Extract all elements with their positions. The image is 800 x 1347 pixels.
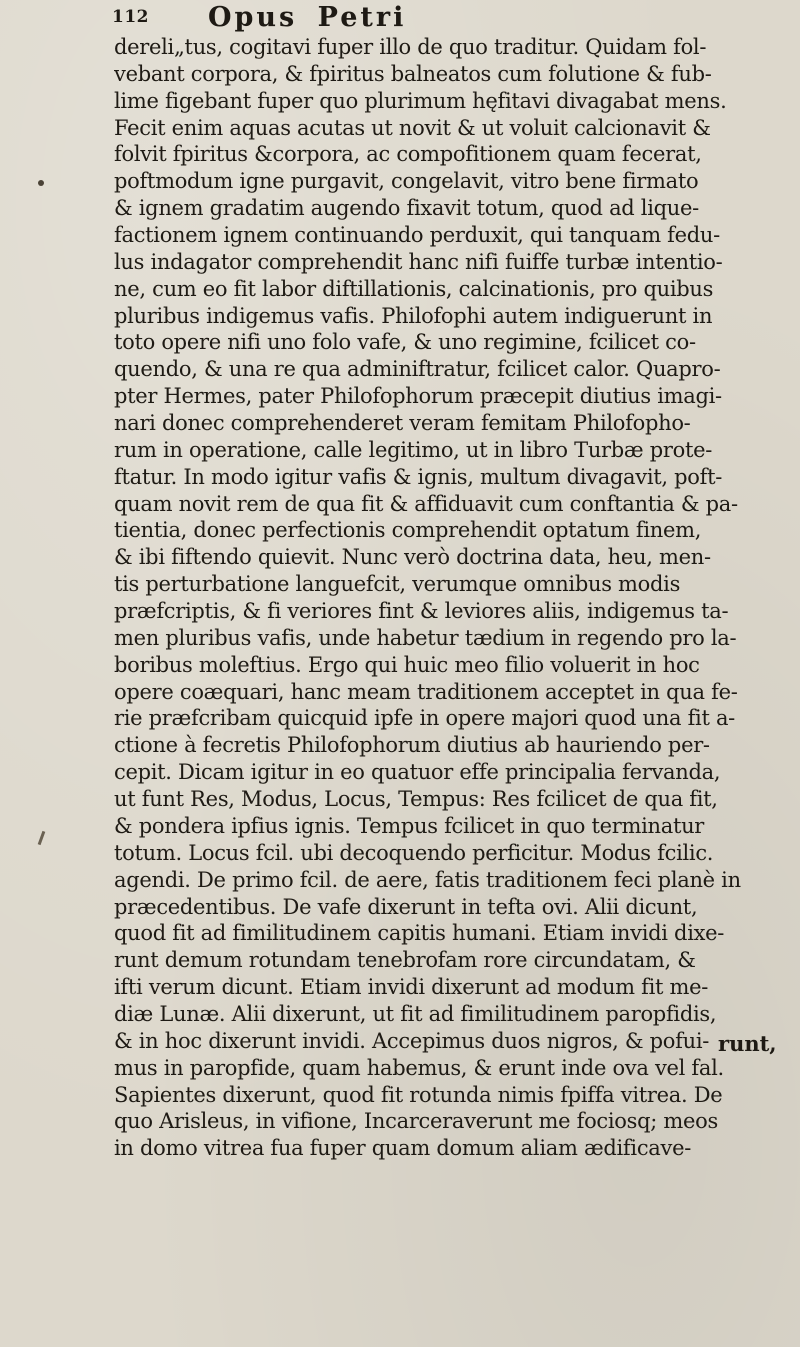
text-line: ifti verum dicunt. Etiam invidi dixerunt ad modum fit me- xyxy=(114,975,709,1000)
text-line: cepit. Dicam igitur in eo quatuor effe principalia fervanda, xyxy=(114,760,721,785)
running-head xyxy=(112,4,788,38)
text-line: folvit fpiritus &corpora, ac compofitionem quam fecerat, xyxy=(114,142,702,167)
text-line: vebant corpora, & fpiritus balneatos cum folutione & fub- xyxy=(114,61,712,86)
text-line: Fecit enim aquas acutas ut novit & ut voluit calcionavit & xyxy=(114,115,711,140)
text-line: quo Arisleus, in vifione, Incarceraverunt me fociosq; meos xyxy=(114,1109,718,1134)
text-line: rie præfcribam quicquid ipfe in opere majori quod una fit a- xyxy=(114,706,735,731)
text-line: pluribus indigemus vafis. Philofophi autem indiguerunt in xyxy=(114,303,713,328)
text-line: agendi. De primo fcil. de aere, fatis traditionem feci planè in xyxy=(114,867,741,892)
text-line: runt demum rotundam tenebrofam rore circundatam, & xyxy=(114,948,696,973)
page-number: 112 xyxy=(112,7,149,27)
text-line: boribus moleftius. Ergo qui huic meo filio voluerit in hoc xyxy=(114,652,700,677)
margin-ink-mark xyxy=(38,831,46,845)
text-line: tientia, donec perfectionis comprehendit optatum finem, xyxy=(114,518,702,543)
text-line: ne, cum eo fit labor diftillationis, calcinationis, pro quibus xyxy=(114,276,714,301)
text-line: præfcriptis, & fi veriores fint & leviores aliis, indigemus ta- xyxy=(114,599,729,624)
text-line: toto opere nifi uno folo vafe, & uno regimine, fcilicet co- xyxy=(114,330,696,355)
text-line: dereli„tus, cogitavi fuper illo de quo traditur. Quidam fol- xyxy=(114,35,707,59)
text-line: & ignem gradatim augendo fixavit totum, quod ad lique- xyxy=(114,196,699,221)
text-line: rum in operatione, calle legitimo, ut in libro Turbæ prote- xyxy=(114,437,713,462)
text-line: poftmodum igne purgavit, congelavit, vitro bene firmato xyxy=(114,169,699,194)
text-line: men pluribus vafis, unde habetur tædium in regendo pro la- xyxy=(114,625,737,650)
text-line: in domo vitrea fua fuper quam domum aliam ædificave- xyxy=(114,1136,691,1161)
catchword: runt, xyxy=(718,1031,777,1056)
text-line: opere coæquari, hanc meam traditionem acceptet in qua fe- xyxy=(114,679,738,704)
text-line: & in hoc dixerunt invidi. Accepimus duos nigros, & pofui- xyxy=(114,1028,710,1053)
text-line: quod fit ad fimilitudinem capitis humani. Etiam invidi dixe- xyxy=(114,921,725,946)
text-line: mus in paropfide, quam habemus, & erunt inde ova vel fal. xyxy=(114,1055,724,1080)
text-line: factionem ignem continuando perduxit, qui tanquam fedu- xyxy=(114,223,720,248)
text-line: diæ Lunæ. Alii dixerunt, ut fit ad fimilitudinem paropfidis, xyxy=(114,1001,717,1026)
text-line: & pondera ipfius ignis. Tempus fcilicet in quo terminatur xyxy=(114,813,705,838)
text-line: ctione à fecretis Philofophorum diutius ab hauriendo per- xyxy=(114,733,710,758)
text-line: tis perturbatione languefcit, verumque omnibus modis xyxy=(114,572,681,597)
text-line: Sapientes dixerunt, quod fit rotunda nimis fpiffa vitrea. De xyxy=(114,1082,723,1107)
text-line: lus indagator comprehendit hanc nifi fuiffe turbæ intentio- xyxy=(114,249,723,274)
text-line: & ibi fiftendo quievit. Nunc verò doctrina data, heu, men- xyxy=(114,545,711,570)
text-line: præcedentibus. De vafe dixerunt in tefta ovi. Alii dicunt, xyxy=(114,894,698,919)
margin-ink-dot xyxy=(38,180,44,186)
text-line: pter Hermes, pater Philofophorum præcepit diutius imagi- xyxy=(114,384,722,409)
text-line: ut funt Res, Modus, Locus, Tempus: Res fcilicet de qua fit, xyxy=(114,787,718,812)
text-line: quam novit rem de qua fit & affiduavit cum conftantia & pa- xyxy=(114,491,738,516)
body-text xyxy=(114,34,794,1162)
text-line: quendo, & una re qua adminiftratur, fcilicet calor. Quapro- xyxy=(114,357,721,382)
text-line: totum. Locus fcil. ubi decoquendo perficitur. Modus fcilic. xyxy=(114,840,714,865)
text-line: nari donec comprehenderet veram femitam Philofopho- xyxy=(114,411,691,436)
text-line: lime figebant fuper quo plurimum hęfitavi divagabat mens. xyxy=(114,88,727,113)
text-line: ftatur. In modo igitur vafis & ignis, multum divagavit, poft- xyxy=(114,464,723,489)
running-title: Opus Petri xyxy=(208,2,407,33)
